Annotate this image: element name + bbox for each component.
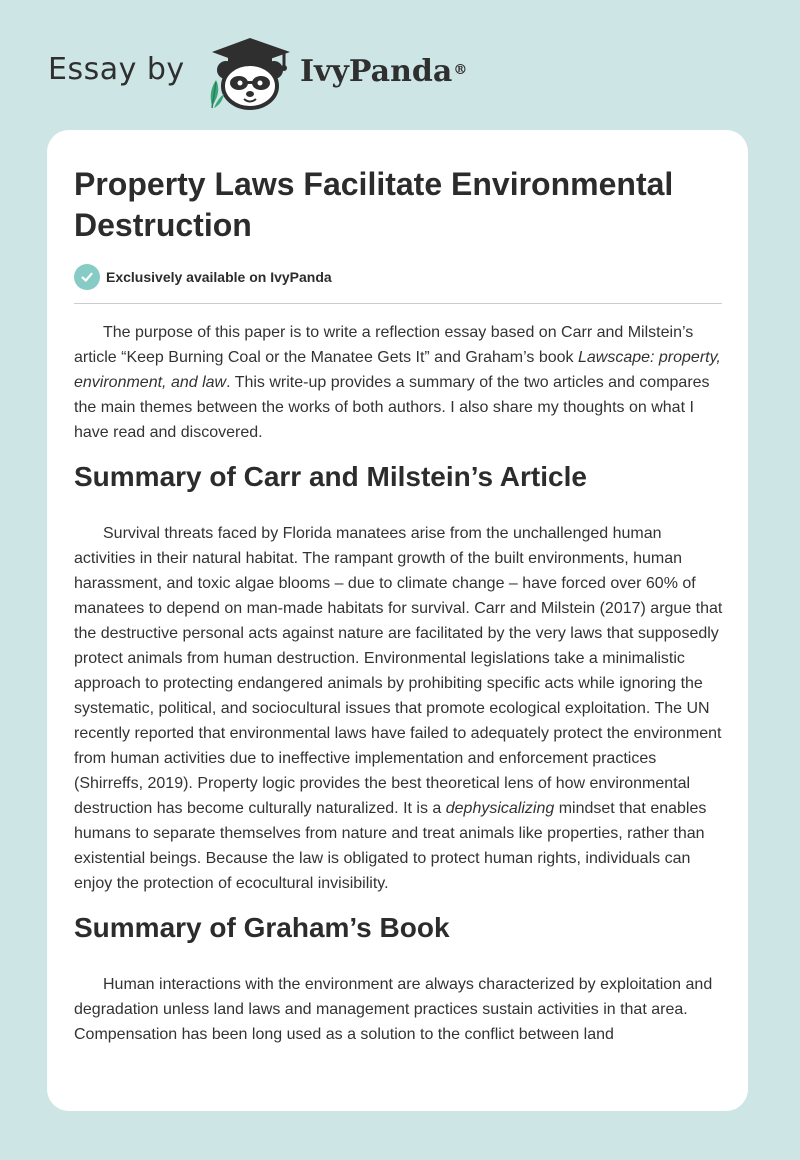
section1-text-2: mindset that enables humans to separate themselves from nature and treat animals like properties, rather than existential beings. Because the law is obligated to protect human rights, individuals can enjoy the protection of ecocultural invisibility. [74,800,707,892]
section1-italic-term: dephysicalizing [445,800,555,817]
essay-by-label: Essay by [48,52,185,87]
brand-label: IvyPanda [300,54,453,89]
section-heading-graham: Summary of Graham’s Book [74,912,450,943]
section-heading-carr-milstein: Summary of Carr and Milstein’s Article [74,461,587,492]
exclusive-label: Exclusively available on IvyPanda [106,269,332,285]
section1-paragraph [74,521,724,896]
intro-text-2: . This write-up provides a summary of the two articles and compares the main themes between the works of both authors. I also share my thoughts on what I have read and discovered. [74,374,710,441]
check-icon [74,264,100,290]
page-title: Property Laws Facilitate Environmental Destruction [74,166,674,243]
site-header [0,0,800,130]
intro-text-1: The purpose of this paper is to write a reflection essay based on Carr and Milstein’s article “Keep Burning Coal or the Manatee Gets It” and Graham’s book [74,324,694,366]
section2-paragraph: Human interactions with the environment are always characterized by exploitation and degradation unless land laws and management practices sustain activities in that area. Compensation has been long used as a solution to the conflict between land [74,976,713,1043]
panda-logo-icon[interactable] [198,34,298,110]
brand-name[interactable] [300,52,467,92]
intro-paragraph [74,320,724,445]
divider [74,303,722,304]
essay-body [74,320,724,1047]
essay-card [47,130,748,1111]
exclusive-badge [74,264,332,290]
section1-text-1: Survival threats faced by Florida manatees arise from the unchallenged human activities in their natural habitat. The rampant growth of the built environments, human harassment, and toxic algae blooms – due to climate change – have forced over 60% of manatees to depend on man-made habitats for survival. Carr and Milstein (2017) argue that the destructive personal acts against nature are facilitated by the very laws that supposedly protect animals from human destruction. Environmental legislations take a minimalistic approach to protecting endangered animals by prohibiting specific acts while ignoring the systematic, political, and sociocultural issues that promote ecological exploitation. The UN recently reported that environmental laws have failed to adequately protect the environment from human activities due to ineffective implementation and enforcement practices (Shirreffs, 2019). Property logic provides the best theoretical lens of how environmental destruction has become culturally naturalized. It is a [74,525,723,817]
registered-mark: ® [453,62,468,78]
intro-book-title: Lawscape: property, environment, and law [74,349,721,391]
